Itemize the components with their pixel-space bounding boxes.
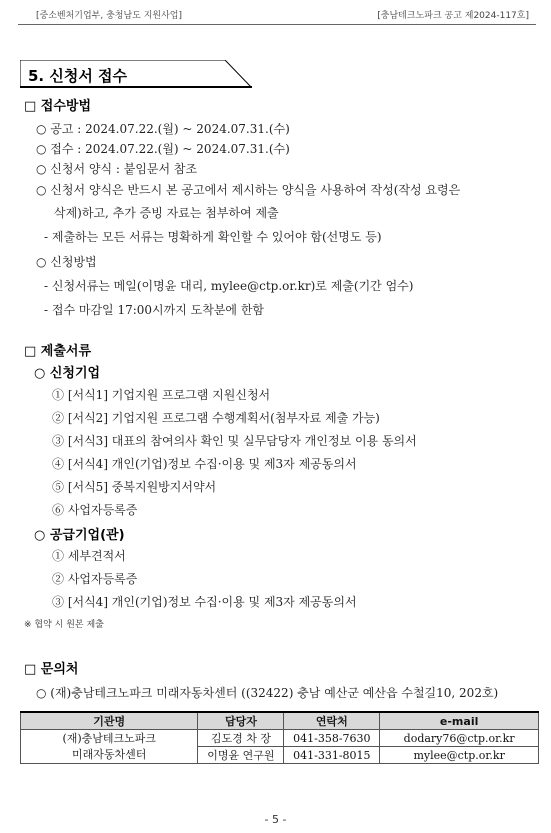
applicant-item: ① [서식1] 기업지원 프로그램 지원신청서: [52, 388, 271, 402]
method-line: ○ 신청서 양식 : 붙임문서 참조: [36, 162, 198, 176]
method-line: - 신청서류는 메일(이명윤 대리, mylee@ctp.or.kr)로 제출(기간 엄수): [44, 279, 414, 293]
phone-cell: 041-331-8015: [284, 747, 380, 764]
method-line: ○ 공고 : 2024.07.22.(월) ~ 2024.07.31.(수): [36, 122, 290, 136]
header-right: [충남테크노파크 공고 제2024-117호]: [377, 11, 529, 21]
contact-table: [20, 711, 539, 764]
column-header: 담당자: [198, 712, 284, 730]
table-header-row: [21, 712, 539, 730]
applicant-item: ④ [서식4] 개인(기업)정보 수집·이용 및 제3자 제공동의서: [52, 457, 357, 471]
applicant-heading: ○ 신청기업: [34, 366, 101, 381]
method-line: 삭제)하고, 추가 증빙 자료는 첨부하여 제출: [54, 206, 279, 220]
applicant-item: ⑥ 사업자등록증: [52, 503, 138, 517]
column-header: 연락처: [284, 712, 380, 730]
applicant-item: ⑤ [서식5] 중복지원방지서약서: [52, 480, 217, 494]
header-left: [중소벤처기업부, 충청남도 지원사업]: [36, 11, 183, 21]
method-heading: □ 접수방법: [24, 99, 92, 114]
page-number: - 5 -: [264, 813, 287, 826]
method-line: ○ 접수 : 2024.07.22.(월) ~ 2024.07.31.(수): [36, 142, 290, 156]
documents-heading: □ 제출서류: [24, 344, 92, 359]
method-line: - 접수 마감일 17:00시까지 도착분에 한함: [44, 303, 264, 317]
phone-cell: 041-358-7630: [284, 730, 380, 747]
column-header: e-mail: [380, 712, 539, 730]
section-title-box: [20, 60, 252, 88]
supplier-item: ③ [서식4] 개인(기업)정보 수집·이용 및 제3자 제공동의서: [52, 595, 357, 609]
person-cell: 김도경 차 장: [198, 730, 284, 747]
table-row: [21, 730, 539, 747]
column-header: 기관명: [21, 712, 198, 730]
method-line: - 제출하는 모든 서류는 명확하게 확인할 수 있어야 함(선명도 등): [44, 230, 382, 244]
applicant-item: ③ [서식3] 대표의 참여의사 확인 및 실무담당자 개인정보 이용 동의서: [52, 434, 417, 448]
org-cell: [21, 730, 198, 764]
method-line: ○ 신청서 양식은 반드시 본 공고에서 제시하는 양식을 사용하여 작성(작성 요령은: [36, 183, 461, 197]
inquiry-line: ○ (재)충남테크노파크 미래자동차센터 ((32422) 충남 예산군 예산읍 수철길10, 202호): [36, 686, 499, 700]
supplier-item: ② 사업자등록증: [52, 572, 138, 586]
documents-note: ※ 협약 시 원본 제출: [24, 620, 104, 630]
inquiry-heading: □ 문의처: [24, 662, 79, 677]
org-name-line2: 미래자동차센터: [72, 747, 147, 761]
email-cell: dodary76@ctp.or.kr: [380, 730, 539, 747]
applicant-item: ② [서식2] 기업지원 프로그램 수행계획서(첨부자료 제출 가능): [52, 411, 380, 425]
header-divider: [18, 24, 536, 25]
person-cell: 이명윤 연구원: [198, 747, 284, 764]
section-title: 5. 신청서 접수: [28, 67, 128, 85]
email-cell: mylee@ctp.or.kr: [380, 747, 539, 764]
supplier-item: ① 세부견적서: [52, 549, 126, 563]
org-name-line1: (재)충남테크노파크: [62, 731, 157, 745]
supplier-heading: ○ 공급기업(관): [34, 528, 125, 543]
method-line: ○ 신청방법: [36, 255, 97, 269]
